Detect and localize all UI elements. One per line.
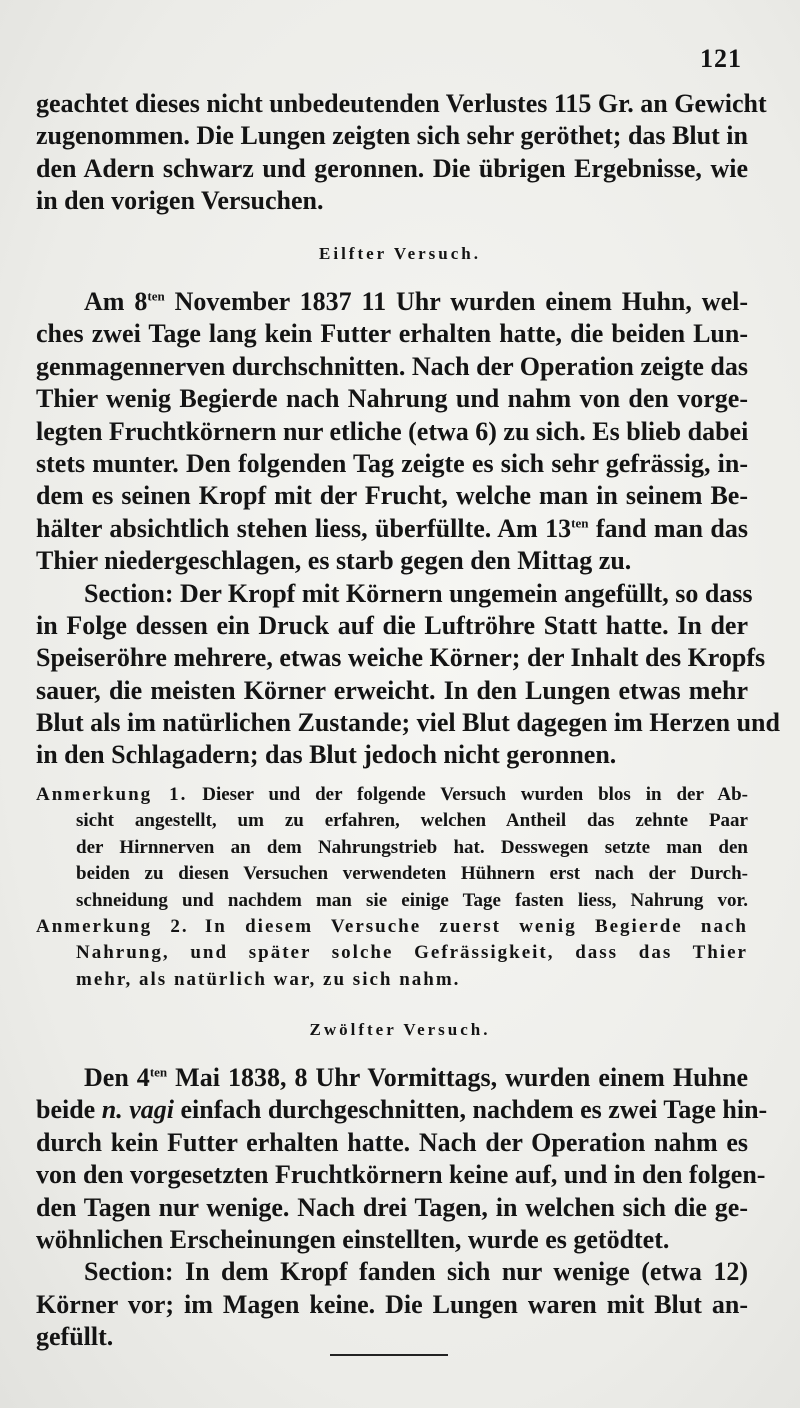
text-line: Thier niedergeschlagen, es starb gegen den Mittag zu. xyxy=(36,546,632,576)
text-line: genmagennerven durchschnitten. Nach der Operation zeigte das xyxy=(36,351,748,381)
text-line: Blut als im natürlichen Zustande; viel Blut dagegen im Herzen und xyxy=(36,708,780,738)
note-label: Anmerkung 1. xyxy=(36,784,188,805)
note-line: beiden zu diesen Versuchen verwendeten Hühnern erst nach der Durch- xyxy=(76,863,748,885)
text-line: Speiseröhre mehrere, etwas weiche Körner; der Inhalt des Kropfs xyxy=(36,643,766,673)
text-line: beide n. vagi einfach durchgeschnitten, nachdem es zwei Tage hin- xyxy=(36,1095,768,1125)
text-line: Thier wenig Begierde nach Nahrung und nahm von den vorge- xyxy=(36,384,748,414)
note-line: Anmerkung 2. In diesem Versuche zuerst wenig Begierde nach xyxy=(36,916,748,937)
text-line: Section: In dem Kropf fanden sich nur wenige (etwa 12) xyxy=(84,1257,748,1287)
eilfter-paragraph xyxy=(36,286,780,772)
text-line: durch kein Futter erhalten hatte. Nach der Operation nahm es xyxy=(36,1127,748,1157)
section-heading-zwoelfter: Zwölfter Versuch. xyxy=(309,1020,491,1039)
text-line: zugenommen. Die Lungen zeigten sich sehr geröthet; das Blut in xyxy=(36,121,748,151)
note-line: mehr, als natürlich war, zu sich nahm. xyxy=(76,968,461,990)
anmerkung-2 xyxy=(36,914,748,993)
text-line: von den vorgesetzten Fruchtkörnern keine auf, und in den folgen- xyxy=(36,1160,766,1190)
text-line: legten Fruchtkörnern nur etliche (etwa 6) zu sich. Es blieb dabei xyxy=(36,416,749,446)
note-line: der Hirnnerven an dem Nahrungstrieb hat. Desswegen setzte man den xyxy=(76,836,748,858)
continued-paragraph xyxy=(36,88,767,218)
section-heading-eilfter: Eilfter Versuch. xyxy=(319,244,481,263)
zwoelfter-paragraph xyxy=(36,1062,768,1354)
text-line: dem es seinen Kropf mit der Frucht, welche man in seinem Be- xyxy=(36,481,748,511)
note-line: schneidung und nachdem man sie einige Tage fasten liess, Nahrung vor. xyxy=(76,889,748,911)
text-line: wöhnlichen Erscheinungen einstellten, wurde es getödtet. xyxy=(36,1224,670,1254)
text-line: ches zwei Tage lang kein Futter erhalten hatte, die beiden Lun- xyxy=(36,319,748,349)
text-line: sauer, die meisten Körner erweicht. In den Lungen etwas mehr xyxy=(36,675,748,705)
text-line: hälter absichtlich stehen liess, überfüllte. Am $13^{ten}$ fand man das xyxy=(36,513,748,543)
text-line: in den Schlagadern; das Blut jedoch nicht geronnen. xyxy=(36,740,617,770)
text-line: geachtet dieses nicht unbedeutenden Verlustes 115 Gr. an Gewicht xyxy=(36,89,767,118)
text-line: gefüllt. xyxy=(36,1322,114,1352)
note-label: Anmerkung 2. xyxy=(36,916,189,937)
text-line: stets munter. Den folgenden Tag zeigte es sich sehr gefrässig, in- xyxy=(36,448,748,478)
note-line: Anmerkung 1. Dieser und der folgende Versuch wurden blos in der Ab- xyxy=(36,784,749,805)
text-line: Den $4^{ten}$ Mai 1838, 8 Uhr Vormittags, wurden einem Huhne xyxy=(84,1063,748,1092)
text-line: in den vorigen Versuchen. xyxy=(36,186,324,216)
text-line: Körner vor; im Magen keine. Die Lungen waren mit Blut an- xyxy=(36,1289,748,1319)
anmerkung-1 xyxy=(36,782,748,914)
end-rule xyxy=(330,1354,448,1356)
note-line: Nahrung, und später solche Gefrässigkeit, dass das Thier xyxy=(76,942,748,964)
text-line: Am $8^{ten}$ November 1837 11 Uhr wurden einem Huhn, wel- xyxy=(84,287,748,316)
page-number: 121 xyxy=(700,44,742,73)
text-line: den Tagen nur wenige. Nach drei Tagen, in welchen sich die ge- xyxy=(36,1192,748,1222)
note-line: sicht angestellt, um zu erfahren, welchen Antheil das zehnte Paar xyxy=(76,810,748,832)
text-line: in Folge dessen ein Druck auf die Luftröhre Statt hatte. In der xyxy=(36,610,748,640)
text-line: den Adern schwarz und geronnen. Die übrigen Ergebnisse, wie xyxy=(36,153,748,183)
text-line: Section: Der Kropf mit Körnern ungemein angefüllt, so dass xyxy=(84,578,753,608)
